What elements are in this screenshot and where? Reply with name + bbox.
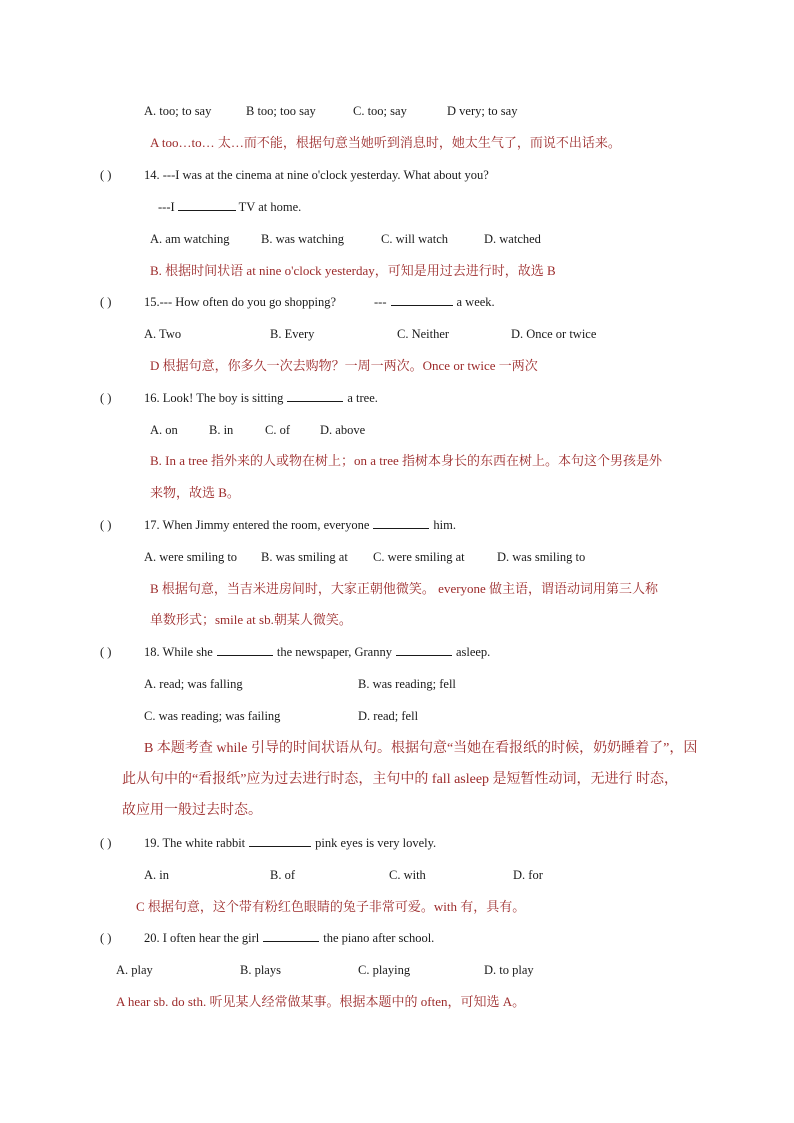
q15-stem xyxy=(144,293,495,311)
q16-stem-pre: 16. Look! The boy is sitting xyxy=(144,391,284,405)
q14-reply xyxy=(158,198,301,216)
q15-stem-mid: --- xyxy=(374,295,387,309)
q19-stem-pre: 19. The white rabbit xyxy=(144,836,246,850)
q16-stem-post: a tree. xyxy=(347,391,378,405)
q15-option-a: A. Two xyxy=(144,327,182,341)
q18-option-a: A. read; was falling xyxy=(144,677,243,691)
q16-option-a: A. on xyxy=(150,423,178,437)
q17-option-b: B. was smiling at xyxy=(261,550,348,564)
q20-option-c: C. playing xyxy=(358,963,411,977)
q13-option-a: A. too; to say xyxy=(144,104,212,118)
q14-answer: B. 根据时间状语 at nine o'clock yesterday，可知是用过去进行时，故选 B xyxy=(150,263,556,278)
q18-blank-2 xyxy=(396,643,452,656)
q20-stem xyxy=(144,929,434,947)
q14-option-a: A. am watching xyxy=(150,232,230,246)
q20-blank xyxy=(263,929,319,942)
q14-answer-blank: ( ) xyxy=(100,168,112,182)
q16-answer-line-2: 来物，故选 B。 xyxy=(150,485,240,500)
q18-blank-1 xyxy=(217,643,273,656)
q19-stem xyxy=(144,834,436,852)
q20-stem-post: the piano after school. xyxy=(323,931,435,945)
q16-option-b: B. in xyxy=(209,423,234,437)
q16-blank xyxy=(287,389,343,402)
q16-stem xyxy=(144,389,378,407)
q15-stem-pre: 15.--- How often do you go shopping? xyxy=(144,295,336,309)
q19-option-d: D. for xyxy=(513,868,543,882)
q19-answer-blank: ( ) xyxy=(100,836,112,850)
q13-option-c: C. too; say xyxy=(353,104,407,118)
q16-option-d: D. above xyxy=(320,423,366,437)
q17-answer-line-1: B 根据句意，当吉米进房间时，大家正朝他微笑。 everyone 做主语，谓语动词用第三人称 xyxy=(150,581,659,596)
q17-stem-post: him. xyxy=(433,518,456,532)
q17-option-a: A. were smiling to xyxy=(144,550,238,564)
q18-stem-post: asleep. xyxy=(455,645,491,659)
q14-blank xyxy=(178,198,236,211)
q20-option-d: D. to play xyxy=(484,963,534,977)
q19-option-a: A. in xyxy=(144,868,169,882)
q20-answer: A hear sb. do sth. 听见某人经常做某事。根据本题中的 often，可知选 A。 xyxy=(116,994,526,1009)
q18-stem-mid: the newspaper, Granny xyxy=(276,645,392,659)
q18-answer-blank: ( ) xyxy=(100,645,112,659)
q14-option-d: D. watched xyxy=(484,232,541,246)
q19-stem-post: pink eyes is very lovely. xyxy=(315,836,437,850)
q15-option-d: D. Once or twice xyxy=(511,327,597,341)
q15-answer-blank: ( ) xyxy=(100,295,112,309)
q16-option-c: C. of xyxy=(265,423,290,437)
q16-answer-blank: ( ) xyxy=(100,391,112,405)
q16-answer-line-1: B. In a tree 指外来的人或物在树上；on a tree 指树本身长的东西在树上。本句这个男孩是外 xyxy=(150,453,663,468)
q17-stem-pre: 17. When Jimmy entered the room, everyone xyxy=(144,518,370,532)
q17-answer-blank: ( ) xyxy=(100,518,112,532)
q14-option-b: B. was watching xyxy=(261,232,344,246)
q13-option-b: B too; too say xyxy=(246,104,316,118)
q19-answer: C 根据句意，这个带有粉红色眼睛的兔子非常可爱。with 有，具有。 xyxy=(136,899,526,914)
q18-option-d: D. read; fell xyxy=(358,709,419,723)
q13-option-d: D very; to say xyxy=(447,104,518,118)
q15-answer: D 根据句意，你多久一次去购物？一周一两次。Once or twice 一两次 xyxy=(150,358,538,373)
q18-answer-line-3: 故应用一般过去时态。 xyxy=(122,803,262,818)
q13-answer: A too…to… 太…而不能，根据句意当她听到消息时，她太生气了，而说不出话来。 xyxy=(150,135,621,150)
q14-option-c: C. will watch xyxy=(381,232,449,246)
q17-option-c: C. were smiling at xyxy=(373,550,465,564)
q15-blank xyxy=(391,293,453,306)
q20-answer-blank: ( ) xyxy=(100,931,112,945)
q15-stem-post: a week. xyxy=(456,295,495,309)
q18-answer-line-2: 此从句中的“看报纸”应为过去进行时态，主句中的 fall asleep 是短暂性动词，无进行 时态， xyxy=(122,772,679,787)
q14-stem: 14. ---I was at the cinema at nine o'clock yesterday. What about you? xyxy=(144,168,489,182)
q18-stem xyxy=(144,643,490,661)
q19-blank xyxy=(249,834,311,847)
q20-stem-pre: 20. I often hear the girl xyxy=(144,931,260,945)
q18-option-b: B. was reading; fell xyxy=(358,677,456,691)
q20-option-a: A. play xyxy=(116,963,153,977)
q18-option-c: C. was reading; was failing xyxy=(144,709,281,723)
q19-option-b: B. of xyxy=(270,868,295,882)
q20-option-b: B. plays xyxy=(240,963,281,977)
q14-reply-pre: ---I xyxy=(158,200,175,214)
q18-stem-pre: 18. While she xyxy=(144,645,213,659)
q17-answer-line-2: 单数形式；smile at sb.朝某人微笑。 xyxy=(150,612,352,627)
q15-option-b: B. Every xyxy=(270,327,315,341)
q17-blank xyxy=(373,516,429,529)
q19-option-c: C. with xyxy=(389,868,426,882)
q14-reply-post: TV at home. xyxy=(238,200,302,214)
q17-option-d: D. was smiling to xyxy=(497,550,586,564)
q17-stem xyxy=(144,516,456,534)
q18-answer-line-1: B 本题考查 while 引导的时间状语从句。根据句意“当她在看报纸的时候，奶奶睡着了”，因 xyxy=(144,741,698,756)
q15-option-c: C. Neither xyxy=(397,327,450,341)
